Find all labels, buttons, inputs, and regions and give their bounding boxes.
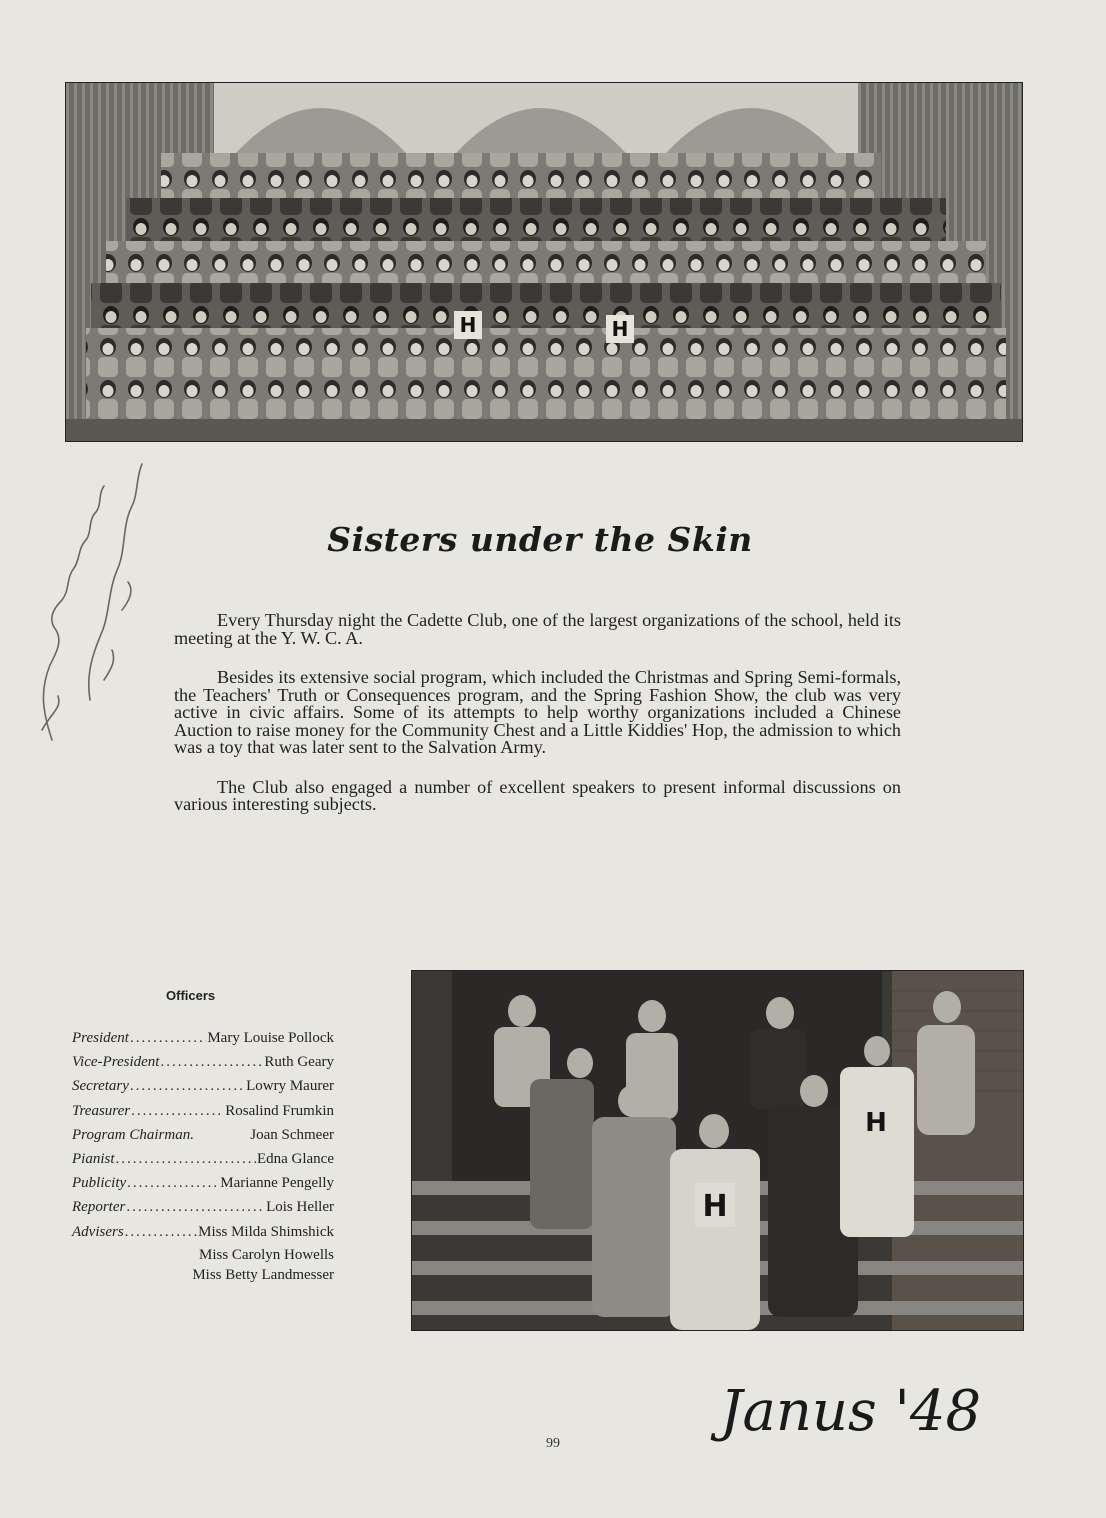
yearbook-mark	[700, 1368, 1010, 1468]
officer-name: Joan Schmeer	[250, 1126, 334, 1143]
officer-role: Publicity	[72, 1175, 127, 1192]
officer-row	[72, 1030, 334, 1054]
page-number: 99	[546, 1436, 560, 1451]
group-photo	[65, 82, 1023, 442]
adviser-name: Miss Carolyn Howells	[199, 1246, 334, 1263]
leader-dots	[130, 1078, 245, 1095]
officer-name: Mary Louise Pollock	[207, 1030, 334, 1046]
officer-name: Marianne Pengelly	[220, 1175, 334, 1192]
leader-dots	[126, 1199, 265, 1216]
officers-sweater-letter-1: H	[702, 1189, 728, 1224]
officer-role: President	[72, 1030, 129, 1046]
leader-dots	[116, 1151, 256, 1168]
officer-row	[72, 1103, 334, 1127]
paragraph: Every Thursday night the Cadette Club, one of the largest organizations of the school, held its meeting at the Y. W. C. A.	[174, 610, 901, 648]
leader-dots	[127, 1175, 219, 1192]
officers-title: Officers	[166, 988, 216, 1003]
officers-photo-image	[412, 971, 1023, 1330]
officers-photo	[411, 970, 1024, 1331]
officer-row	[72, 1175, 334, 1199]
officer-role: Reporter	[72, 1199, 126, 1216]
officer-row	[72, 1151, 334, 1175]
officer-name: Miss Milda Shimshick	[198, 1223, 334, 1240]
officer-row	[72, 1054, 334, 1078]
officer-row	[72, 1199, 334, 1223]
officer-row	[72, 1127, 334, 1151]
officer-role: Vice-President	[72, 1054, 160, 1071]
officer-row	[72, 1078, 334, 1102]
officer-role: Pianist	[72, 1150, 115, 1167]
officer-role: Treasurer	[72, 1102, 131, 1119]
officers-list	[72, 1030, 334, 1285]
officer-role: Advisers	[72, 1223, 124, 1240]
paragraph: Besides its extensive social program, which included the Christmas and Spring Semi-formals, the Teachers' Truth or Consequences program, and the Spring Fashion Show, the club was very active in civic affairs. Some of its attempts to help worthy organizations included a Chinese Auction to raise money for the Community Chest and a Little Kiddies' Hop, the admission to which was a toy that was later sent to the Salvation Army.	[174, 667, 901, 757]
page-heading: Sisters under the Skin	[327, 520, 753, 559]
officer-name: Rosalind Frumkin	[225, 1102, 334, 1119]
leader-dots	[125, 1224, 197, 1241]
officer-name: Lowry Maurer	[246, 1078, 334, 1095]
handwritten-signature	[22, 450, 152, 750]
officer-role: Secretary	[72, 1078, 129, 1095]
officers-sweater-letter-2: H	[865, 1108, 887, 1138]
officer-name: Ruth Geary	[264, 1054, 334, 1071]
leader-dots	[130, 1030, 206, 1047]
yearbook-mark-text: Janus '48	[720, 1379, 982, 1444]
group-sweater-letter-1: H	[459, 313, 477, 337]
group-sweater-letter-2: H	[611, 317, 629, 341]
leader-dots	[160, 1054, 263, 1071]
article-body	[174, 612, 901, 836]
officer-name: Lois Heller	[266, 1199, 334, 1216]
paragraph: The Club also engaged a number of excellent speakers to present informal discussions on various interesting subjects.	[174, 776, 901, 814]
officer-role: Program Chairman.	[72, 1126, 194, 1143]
leader-dots	[131, 1103, 224, 1120]
officer-name: Edna Glance	[256, 1150, 334, 1167]
group-photo-image	[66, 83, 1022, 441]
signature-icon	[22, 450, 152, 750]
adviser-name: Miss Betty Landmesser	[192, 1266, 334, 1283]
